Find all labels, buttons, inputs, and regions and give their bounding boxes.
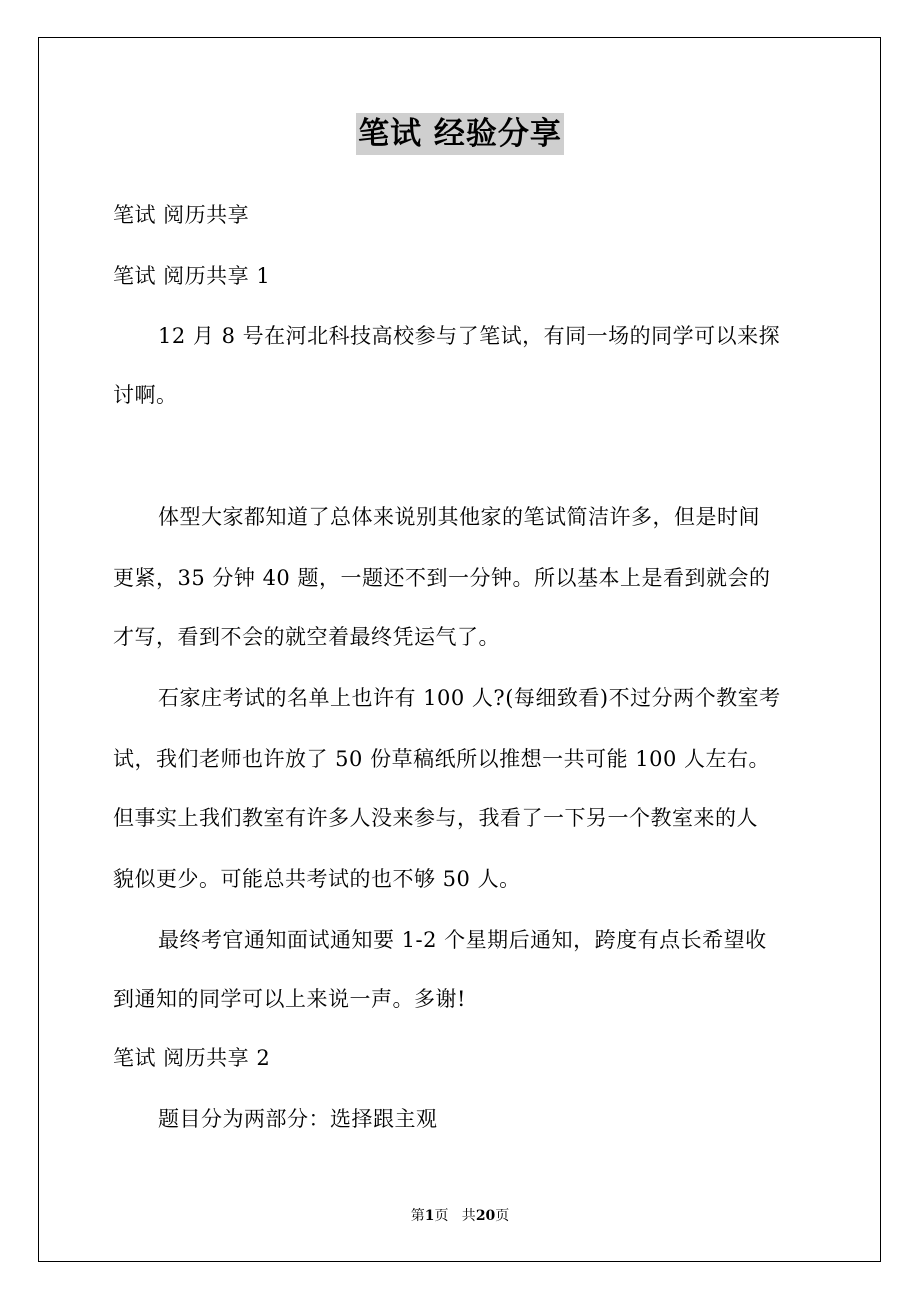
- paragraph-line: 更紧，35 分钟 40 题，一题还不到一分钟。所以基本上是看到就会的: [113, 566, 771, 590]
- subsection-heading-1: 笔试 阅历共享 1: [113, 264, 271, 288]
- footer-prefix: 第: [410, 1208, 425, 1224]
- paragraph-line: 12 月 8 号在河北科技高校参与了笔试，有同一场的同学可以来探: [158, 324, 781, 348]
- paragraph-line: 但事实上我们教室有许多人没来参与，我看了一下另一个教室来的人: [113, 806, 758, 830]
- paragraph-line: 到通知的同学可以上来说一声。多谢!: [113, 987, 466, 1011]
- paragraph-line: 才写，看到不会的就空着最终凭运气了。: [113, 625, 500, 649]
- footer-total-pages: 20: [475, 1208, 496, 1224]
- page-footer: [0, 1207, 920, 1225]
- title-container: [0, 113, 920, 155]
- footer-mid: 页 共: [434, 1208, 476, 1224]
- paragraph-line: 讨啊。: [113, 383, 178, 407]
- subsection-heading-2: 笔试 阅历共享 2: [113, 1046, 271, 1070]
- paragraph-line: 试，我们老师也许放了 50 份草稿纸所以推想一共可能 100 人左右。: [113, 747, 771, 771]
- section-heading: 笔试 阅历共享: [113, 203, 250, 227]
- paragraph-line: 题目分为两部分：选择跟主观: [158, 1107, 438, 1131]
- footer-suffix: 页: [495, 1208, 510, 1224]
- footer-current-page: 1: [424, 1208, 435, 1224]
- document-title: 笔试 经验分享: [356, 113, 564, 155]
- paragraph-line: 最终考官通知面试通知要 1-2 个星期后通知，跨度有点长希望收: [158, 928, 767, 952]
- paragraph-line: 石家庄考试的名单上也许有 100 人?(每细致看)不过分两个教室考: [158, 686, 781, 710]
- paragraph-line: 体型大家都知道了总体来说别其他家的笔试简洁许多，但是时间: [158, 505, 760, 529]
- paragraph-line: 貌似更少。可能总共考试的也不够 50 人。: [113, 867, 521, 891]
